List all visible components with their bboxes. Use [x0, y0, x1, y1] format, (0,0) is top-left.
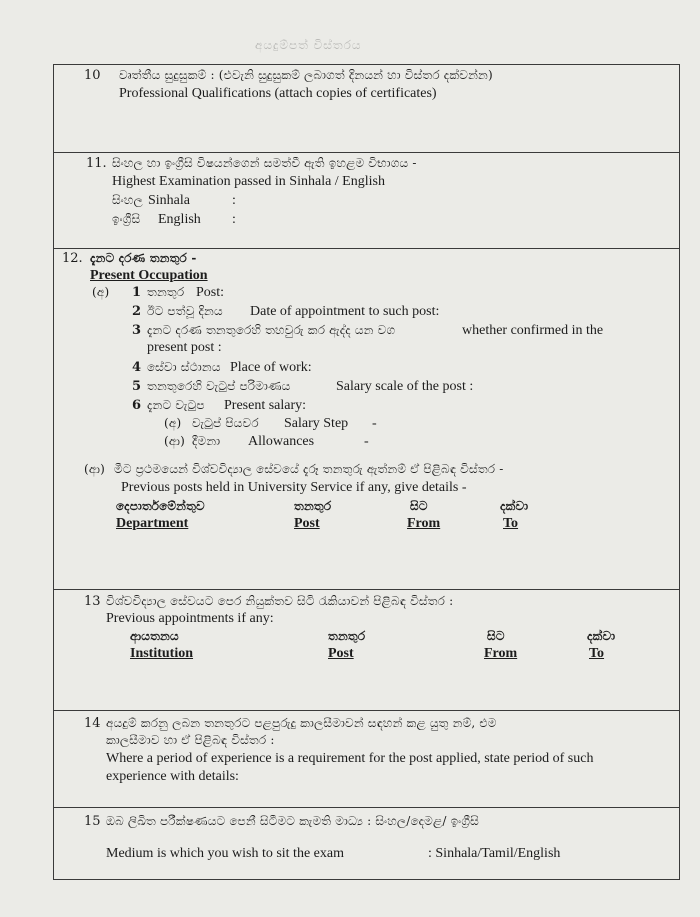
- q15-label-english: Medium is which you wish to sit the exam: [106, 846, 344, 861]
- q12-aa-english: Previous posts held in University Service if any, give details -: [121, 480, 467, 495]
- q11-sinhala-colon: :: [232, 193, 236, 208]
- q13-label-english: Previous appointments if any:: [106, 611, 274, 626]
- q13-col-post-sinhala: තනතුර: [328, 629, 366, 643]
- q12-number: 12.: [62, 251, 83, 266]
- q12-sub-aa-sinhala: දීමනා: [192, 434, 221, 448]
- q12-col-from-sinhala: සිට: [410, 499, 428, 513]
- q12-item5-sinhala: තනතුරෙහි වැටුප් පරිමාණය: [147, 379, 291, 393]
- q12-sub-aa-dash: -: [364, 434, 369, 449]
- q13-col-from-sinhala: සිට: [487, 629, 505, 643]
- q12-sub-a-dash: -: [372, 416, 377, 431]
- q12-col-from-english: From: [407, 516, 441, 531]
- ghost-page-header: අයදුම්පත් විස්තරය: [255, 38, 362, 52]
- q11-sinhala-si: සිංහල: [112, 193, 143, 207]
- q13-label-sinhala: විශ්වවිද්‍යාල සේවයට පෙර නියුක්තව සිටි රැකියාවන් පිළිබඳ විස්තර :: [106, 594, 454, 608]
- q12-sub-a-english: Salary Step: [284, 416, 349, 431]
- q12-col-post-sinhala: තනතුර: [294, 499, 332, 513]
- q12-col-post-english: Post: [294, 516, 320, 531]
- q12-item6-english: Present salary:: [224, 398, 307, 413]
- q15-medium-options: : Sinhala/Tamil/English: [428, 846, 561, 861]
- application-form: [53, 64, 680, 880]
- q12-col-department-sinhala: දෙපාර්තමේන්තුව: [116, 499, 205, 513]
- q11-sinhala-en: Sinhala: [148, 193, 190, 208]
- q11-english-colon: :: [232, 212, 236, 227]
- q13-col-to-sinhala: දක්වා: [587, 629, 616, 643]
- q12-col-to-english: To: [503, 516, 519, 531]
- q12-heading-sinhala: දැනට දරණ තනතුර -: [90, 251, 197, 265]
- q12-aa-label: (ආ): [84, 462, 106, 476]
- q11-label-english: Highest Examination passed in Sinhala / English: [112, 174, 385, 189]
- section-previous-appointments: [54, 590, 679, 711]
- q12-item4-number: 4: [132, 360, 142, 375]
- q12-sub-aa-label: (ආ): [164, 434, 186, 448]
- q12-a-label: (අ): [92, 285, 110, 299]
- q11-number: 11.: [86, 156, 107, 171]
- q11-label-sinhala: සිංහල හා ඉංග්‍රීසි විෂයන්ගෙන් සමත්වී ඇති ඉහළම විභාගය -: [112, 156, 417, 170]
- section-professional-qualifications: [54, 65, 679, 153]
- q14-label-english-line2: experience with details:: [106, 769, 239, 784]
- section-highest-examination: [54, 153, 679, 249]
- q12-item5-number: 5: [132, 379, 142, 394]
- q10-label-sinhala: වෘත්තීය සුදුසුකම් : (එවැනි සුදුසුකම් ලබාගත් දිනයන් හා විස්තර දක්වන්න): [119, 68, 493, 82]
- q10-label-english: Professional Qualifications (attach copies of certificates): [119, 86, 437, 101]
- q14-label-english-line1: Where a period of experience is a requirement for the post applied, state period of such: [106, 751, 594, 766]
- q13-col-institution-sinhala: ආයතනය: [130, 629, 179, 643]
- q12-item1-sinhala: තනතුර: [147, 285, 185, 299]
- section-exam-medium: [54, 808, 679, 881]
- q12-item3-english: whether confirmed in the: [462, 323, 604, 338]
- section-experience-period: [54, 711, 679, 808]
- q15-number: 15: [84, 814, 101, 829]
- q12-item6-number: 6: [132, 398, 142, 413]
- q12-item2-sinhala: ඊට පත්වූ දිනය: [147, 304, 223, 318]
- q14-label-sinhala-line2: කාලසීමාව හා ඒ පිළිබඳ විස්තර :: [106, 733, 275, 747]
- q12-aa-sinhala: මීට ප්‍රථමයෙන් විශ්වවිද්‍යාල සේවයේ දැරූ තනතුරු ඇත්නම් ඒ පිළිබඳ විස්තර -: [114, 462, 504, 476]
- q12-item1-number: 1: [132, 285, 142, 300]
- q12-col-to-sinhala: දක්වා: [500, 499, 529, 513]
- q12-item5-english: Salary scale of the post :: [336, 379, 474, 394]
- q12-item3-number: 3: [132, 323, 142, 338]
- q13-col-from-english: From: [484, 646, 518, 661]
- q14-label-sinhala-line1: අයදුම් කරනු ලබන තනතුරට පළපුරුදු කාලසීමාවන් සඳහන් කළ යුතු නම්, එම: [106, 716, 497, 730]
- section-present-occupation: [54, 249, 679, 590]
- q12-col-department-english: Department: [116, 516, 189, 531]
- q12-heading-english: Present Occupation: [90, 268, 208, 283]
- q11-english-en: English: [158, 212, 201, 227]
- q13-col-institution-english: Institution: [130, 646, 194, 661]
- q13-col-post-english: Post: [328, 646, 354, 661]
- q15-label-sinhala: ඔබ ලිඛිත පරීක්ෂණයට පෙනී සිටීමට කැමති මාධ්‍ය : සිංහල/දෙමළ/ ඉංග්‍රීසි: [106, 814, 479, 828]
- q12-item6-sinhala: දැනට වැටුප: [147, 398, 205, 412]
- q12-item4-english: Place of work:: [230, 360, 312, 375]
- q12-sub-a-label: (අ): [164, 416, 182, 430]
- q12-sub-a-sinhala: වැටුප් පියවර: [192, 416, 259, 430]
- q13-col-to-english: To: [589, 646, 605, 661]
- q12-sub-aa-english: Allowances: [248, 434, 315, 449]
- q14-number: 14: [84, 716, 101, 731]
- q12-item2-english: Date of appointment to such post:: [250, 304, 440, 319]
- q12-item4-sinhala: සේවා ස්ථානය: [147, 360, 221, 374]
- q12-item3-english-cont: present post :: [147, 340, 222, 355]
- q12-item2-number: 2: [132, 304, 142, 319]
- q12-item3-sinhala: දැනට දරණ තනතුරෙහි තහවුරු කර ඇද්ද යන වග: [147, 323, 396, 337]
- q11-english-si: ඉංග්‍රීසි: [112, 212, 141, 226]
- q12-item1-english: Post:: [196, 285, 225, 300]
- q13-number: 13: [84, 594, 101, 609]
- q10-number: 10: [84, 68, 101, 83]
